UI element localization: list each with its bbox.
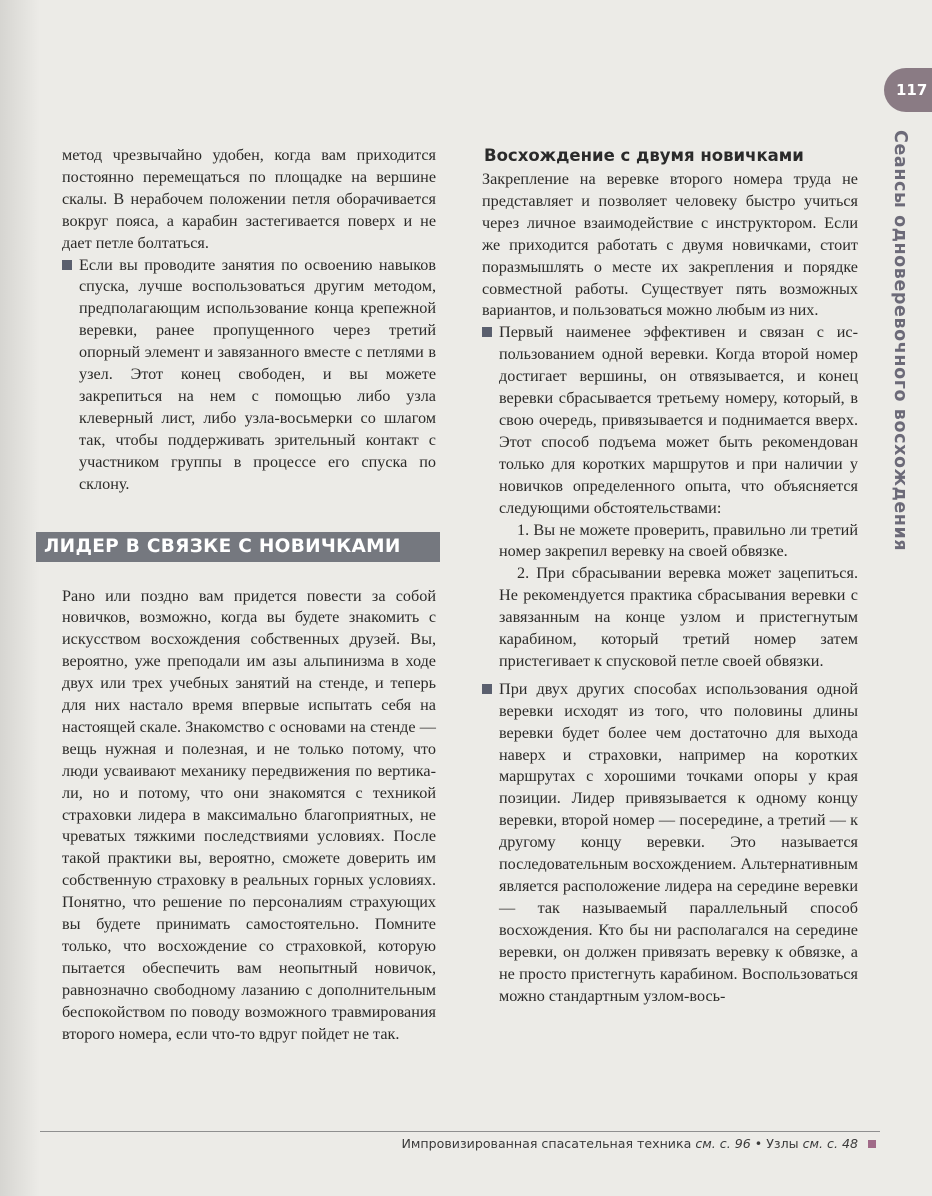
page-number-tab bbox=[884, 68, 932, 112]
footer-ref-rescue: см. с. 96 bbox=[695, 1136, 751, 1151]
bullet-item-first-method bbox=[482, 322, 858, 519]
bullet-square-icon bbox=[62, 260, 72, 270]
numbered-list bbox=[482, 520, 858, 673]
section-heading-banner: ЛИДЕР В СВЯЗКЕ С НОВИЧКАМИ bbox=[36, 532, 440, 562]
section-body-paragraph: Рано или поздно вам придется повести за собой новичков, возможно, когда вы будете знакомить с искусством восхождения собственных друзей. Вы, вероятно, уже преподали им азы альпинизма в ходе двух или трех учебных занятий на стенде, и теперь для них настало время впервые испытать себя на настоящей скале. Знакомство с основами на стенде — вещь нужная и полезная, и не только потому, что люди усваивают механику передвижения по вертикали, но и потому, что они знакомятся с техникой страховки лидера в максимально благоприятных, не чреватых тяжкими последствиями условиях. После такой практики вы, вероятно, сможете доверить им собственную страховку в реальных горных условиях. Понятно, что решение по персоналиям страхующих вы будете принимать самостоятельно. Помните только, что восхождение со страховкой, которую пытается обеспечить вам неопытный новичок, равнозначно свободному лазанию с дополнительным беспокойством по поводу возможного травмирования второго номера, если что-то вдруг пойдет не так. bbox=[62, 586, 436, 1043]
bullet-item-other-methods bbox=[482, 679, 858, 1008]
bullet-text: Первый наименее эффективен и связан с использованием одной веревки. Когда второй номер достигает вершины, он отвязывается, и конец веревки сбрасывается третьему номеру, который, в свою очередь, привязывается и поднимается вверх. Этот способ подъема может быть рекомендован только для коротких маршрутов и при наличии у новичков определенного опыта, что объясняется следующими обстоятельствами: bbox=[499, 323, 858, 517]
continued-paragraph: метод чрезвычайно удобен, когда вам приходится постоянно перемещаться по площадке на вершине скалы. В нерабочем положении петля оборачивается вокруг пояса, а карабин застегивается поверх и не дает петле болтаться. bbox=[62, 146, 436, 252]
footer-text-knots: Узлы bbox=[766, 1136, 799, 1151]
right-column bbox=[482, 145, 858, 1007]
page-number: 117 bbox=[896, 81, 928, 99]
footer-text-rescue: Импровизированная спасательная техника bbox=[401, 1136, 692, 1151]
bullet-text: Если вы проводите занятия по освоению навыков спуска, лучше воспользоваться другим методом, предполагающим использование конца крепежной веревки, ранее пропущенного через третий опорный элемент и завязанного вместе с петлями в узел. Этот конец свободен, и вы можете закрепиться на нем с помощью либо узла клеверный лист, либо узла-восьмерки со шлагом так, чтобы поддерживать зрительный контакт с участником группы в процессе его спуска по склону. bbox=[79, 255, 436, 493]
footer-square-icon bbox=[868, 1140, 876, 1148]
numbered-item-1: 1. Вы не можете проверить, правильно ли третий номер закрепил веревку на своей обвязке. bbox=[499, 520, 858, 561]
subsection-heading: Восхождение с двумя новичками bbox=[484, 146, 804, 165]
bullet-item-descent bbox=[62, 255, 436, 496]
left-column bbox=[44, 145, 436, 1046]
bullet-text: При двух других способах использования одной веревки исходят из того, что половины длины веревки будет более чем достаточно для выхода наверх и страховки, например на коротких маршрутах с хорошими точками опоры у края позиции. Лидер привязывается к одному концу веревки, второй номер — посередине, а третий — к другому концу веревки. Это называется последовательным восхождением. Альтернативным является расположение лидера на середине веревки — так называемый параллельный способ восхождения. Кто бы ни располагался на середине веревки, он должен привязать веревку к обвязке, а не просто пристегнуть карабином. Воспользоваться можно стандартным узлом-вось- bbox=[499, 679, 858, 1005]
bullet-square-icon bbox=[482, 684, 492, 694]
bullet-square-icon bbox=[482, 327, 492, 337]
side-title-text: Сеансы одноверевочного восхождения bbox=[890, 130, 910, 552]
footer-separator: • bbox=[754, 1136, 763, 1151]
page-footer bbox=[40, 1136, 876, 1151]
intro-paragraph: Закрепление на веревке второго номера труда не представляет и позволяет человеку быстро учиться через личное взаимодействие с инструктором. Если же приходится работать с двумя новичками, стоит поразмышлять о месте их закрепления и порядке совместной работы. Существует пять возможных вариантов, и пользоваться можно любым из них. bbox=[482, 170, 858, 320]
footer-ref-knots: см. с. 48 bbox=[802, 1136, 858, 1151]
page-gutter-shadow bbox=[0, 0, 40, 1196]
numbered-item-2: 2. При сбрасывании веревка может зацепиться. Не рекомендуется практика сбрасывания веревки с завязанным на конце узлом и пристегнутым карабином, который третий номер затем пристегивает к спусковой петле своей обвязки. bbox=[499, 564, 858, 670]
running-side-title bbox=[884, 130, 920, 560]
footer-divider bbox=[40, 1131, 880, 1132]
